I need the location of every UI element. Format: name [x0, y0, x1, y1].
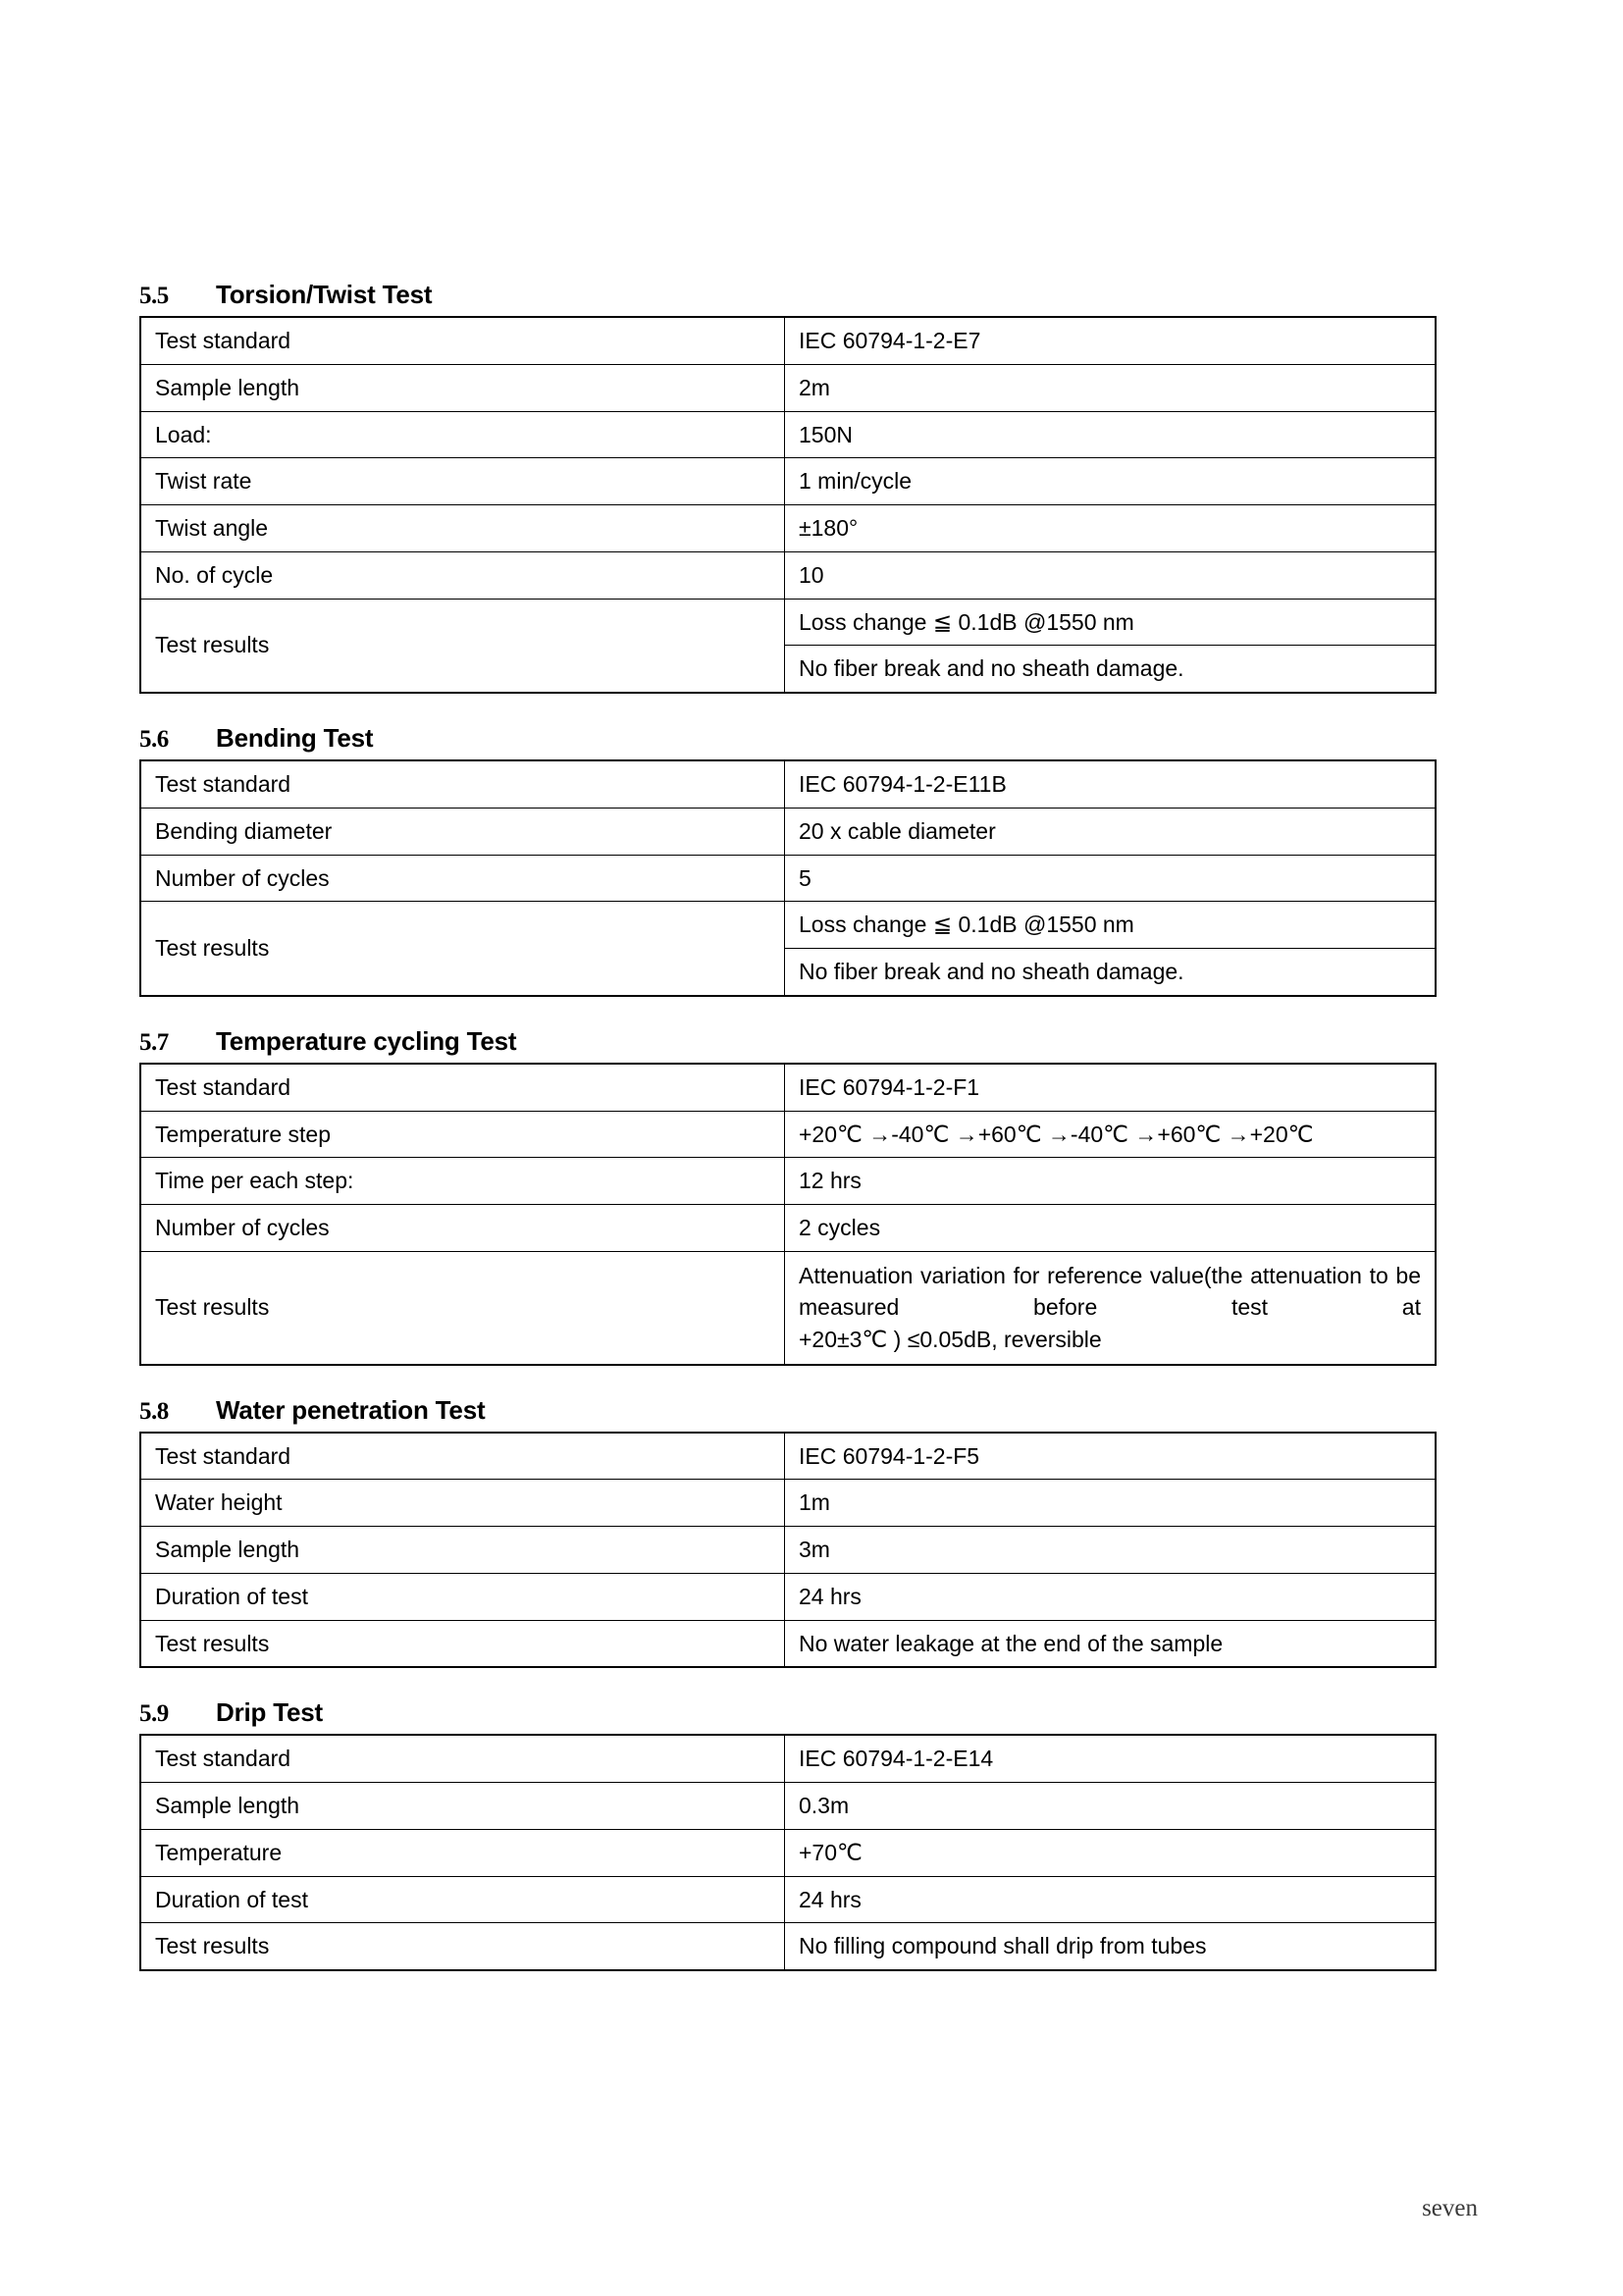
row-value-cell: [785, 1111, 1437, 1158]
row-value: 1m: [799, 1489, 830, 1516]
section-number: 5.6: [139, 726, 169, 753]
row-value-cell: [785, 760, 1437, 808]
row-value-cell: [785, 1158, 1437, 1205]
row-value-cell: [785, 1064, 1437, 1111]
row-label-cell: [140, 1829, 785, 1876]
section-title: Bending Test: [216, 723, 374, 753]
row-value-cell: [785, 1735, 1437, 1782]
row-label-cell: [140, 1205, 785, 1252]
row-value: ±180°: [799, 515, 859, 541]
table-row: [140, 1829, 1436, 1876]
row-label: Test standard: [155, 328, 291, 353]
row-label-cell: [140, 1573, 785, 1620]
row-label: Test standard: [155, 1746, 291, 1772]
row-label-cell: [140, 1876, 785, 1923]
section-title: Temperature cycling Test: [216, 1025, 517, 1056]
paragraph-text: Attenuation variation for reference value(the attenuation to be measured before test at: [799, 1262, 1421, 1321]
section-block-water-penetration-test: [139, 1395, 1437, 1669]
table-row: [140, 1876, 1436, 1923]
row-value-temperature-step: +20℃ →-40℃ →+60℃ →-40℃ →+60℃ →+20℃: [799, 1121, 1314, 1147]
sub-table-test-results: [785, 902, 1435, 995]
row-value: IEC 60794-1-2-F1: [799, 1073, 980, 1100]
row-value: 0.3m: [799, 1793, 850, 1819]
section-block-temperature-cycling-test: [139, 1026, 1437, 1366]
row-value-cell: [785, 317, 1437, 364]
test-results-paragraph: [785, 1252, 1435, 1364]
row-value-cell: [785, 1480, 1437, 1527]
row-value: +70℃: [799, 1839, 863, 1865]
row-label: Number of cycles: [155, 864, 330, 891]
row-label: Test results: [155, 935, 270, 962]
sub-table-test-results: [785, 600, 1435, 693]
page-footer-label: seven: [1422, 2195, 1478, 2221]
row-label: Test standard: [155, 1442, 291, 1469]
row-label-cell: [140, 1158, 785, 1205]
row-value: 24 hrs: [799, 1583, 862, 1609]
section-title: Torsion/Twist Test: [216, 280, 433, 309]
row-value: IEC 60794-1-2-F5: [799, 1442, 980, 1469]
row-label-cell: [140, 1735, 785, 1782]
row-label: Sample length: [155, 1537, 300, 1563]
result-line: No fiber break and no sheath damage.: [799, 959, 1184, 984]
table-row: [140, 1251, 1436, 1364]
table-row: [140, 1433, 1436, 1480]
row-value-cell-multiline: [785, 599, 1437, 693]
table-row: [140, 902, 1436, 996]
table-row: [140, 1480, 1436, 1527]
row-label-cell: [140, 1783, 785, 1830]
row-value-cell: [785, 1783, 1437, 1830]
row-label: Number of cycles: [155, 1215, 330, 1240]
section-block-torsion-twist-test: [139, 280, 1437, 694]
row-label-cell: [140, 551, 785, 599]
row-label-cell: [140, 1527, 785, 1574]
row-value: IEC 60794-1-2-E7: [799, 328, 981, 353]
row-value-cell: [785, 458, 1437, 505]
table-row: [140, 1923, 1436, 1970]
row-label: Test results: [155, 1294, 270, 1321]
row-value-cell: [785, 808, 1437, 855]
row-value: 2 cycles: [799, 1215, 881, 1240]
sub-row: [785, 949, 1435, 995]
table-row: [140, 808, 1436, 855]
row-label-cell: [140, 1111, 785, 1158]
row-label: Test results: [155, 1933, 270, 1959]
row-label-cell: [140, 1620, 785, 1667]
row-label-cell: [140, 760, 785, 808]
row-label: Sample length: [155, 1793, 300, 1819]
section-heading: [139, 1026, 1437, 1057]
row-value: 3m: [799, 1537, 830, 1563]
spec-table-temperature-cycling-test: [139, 1063, 1437, 1366]
row-value: No water leakage at the end of the sample: [799, 1630, 1224, 1656]
table-row: [140, 317, 1436, 364]
row-label: Time per each step:: [155, 1168, 354, 1194]
row-value: 20 x cable diameter: [799, 817, 996, 844]
row-label-cell: [140, 902, 785, 996]
row-value-cell: [785, 505, 1437, 552]
table-row: [140, 1111, 1436, 1158]
row-value-cell-multiline: [785, 902, 1437, 996]
row-label: No. of cycle: [155, 561, 274, 588]
table-row: [140, 1573, 1436, 1620]
row-label: Twist rate: [155, 468, 252, 495]
row-label-cell: [140, 1064, 785, 1111]
sub-cell: [785, 646, 1435, 692]
spec-table-water-penetration-test: [139, 1432, 1437, 1669]
section-number: 5.7: [139, 1028, 169, 1056]
row-label-cell: [140, 364, 785, 411]
sub-row: [785, 902, 1435, 948]
row-value-cell: [785, 1573, 1437, 1620]
row-value: 1 min/cycle: [799, 468, 913, 495]
section-block-drip-test: [139, 1697, 1437, 1971]
spec-table-bending-test: [139, 759, 1437, 997]
row-label-cell: [140, 1433, 785, 1480]
spec-table-drip-test: [139, 1734, 1437, 1971]
sub-row: [785, 646, 1435, 692]
row-value-cell-paragraph: [785, 1251, 1437, 1364]
row-value: IEC 60794-1-2-E14: [799, 1746, 994, 1772]
row-label-cell: [140, 317, 785, 364]
row-value: IEC 60794-1-2-E11B: [799, 771, 1007, 797]
table-row: [140, 855, 1436, 902]
row-value-cell: [785, 1433, 1437, 1480]
table-row: [140, 1783, 1436, 1830]
row-value-cell: [785, 1876, 1437, 1923]
section-heading: [139, 280, 1437, 310]
table-row: [140, 1205, 1436, 1252]
row-label: Duration of test: [155, 1583, 308, 1609]
section-heading: [139, 1395, 1437, 1426]
table-row: [140, 760, 1436, 808]
row-value: 12 hrs: [799, 1168, 862, 1194]
section-heading: [139, 1697, 1437, 1728]
row-label-cell: [140, 808, 785, 855]
row-value-cell: [785, 411, 1437, 458]
sub-cell: [785, 600, 1435, 646]
table-row: [140, 1064, 1436, 1111]
row-label-cell: [140, 855, 785, 902]
sub-row: [785, 600, 1435, 646]
row-label-cell: [140, 411, 785, 458]
row-value-cell: [785, 1620, 1437, 1667]
table-row: [140, 599, 1436, 693]
row-value: 24 hrs: [799, 1886, 862, 1912]
row-label: Test results: [155, 632, 270, 658]
sub-cell: [785, 949, 1435, 995]
section-number: 5.9: [139, 1700, 169, 1728]
table-row: [140, 1735, 1436, 1782]
section-heading: [139, 723, 1437, 754]
row-value: 150N: [799, 421, 853, 447]
row-label-cell: [140, 1251, 785, 1364]
row-value: 5: [799, 864, 812, 891]
row-label: Temperature step: [155, 1121, 331, 1147]
table-row: [140, 364, 1436, 411]
section-title: Water penetration Test: [216, 1394, 486, 1425]
spec-table-torsion-twist-test: [139, 316, 1437, 694]
row-label: Temperature: [155, 1839, 283, 1865]
row-value-cell: [785, 1829, 1437, 1876]
row-label-cell: [140, 458, 785, 505]
section-title: Drip Test: [216, 1697, 323, 1728]
row-label: Duration of test: [155, 1886, 308, 1912]
result-line: Loss change ≦ 0.1dB @1550 nm: [799, 608, 1134, 635]
row-label: Test standard: [155, 771, 291, 797]
section-block-bending-test: [139, 723, 1437, 997]
table-row: [140, 411, 1436, 458]
row-value-cell: [785, 855, 1437, 902]
row-label-cell: [140, 599, 785, 693]
table-row: [140, 505, 1436, 552]
row-label-cell: [140, 1480, 785, 1527]
row-value: 2m: [799, 374, 830, 400]
row-value: No filling compound shall drip from tubes: [799, 1933, 1207, 1959]
row-label: Sample length: [155, 374, 300, 400]
section-number: 5.5: [139, 283, 169, 309]
table-row: [140, 458, 1436, 505]
row-label-cell: [140, 505, 785, 552]
table-row: [140, 1158, 1436, 1205]
row-value-cell: [785, 364, 1437, 411]
row-label: Water height: [155, 1489, 283, 1516]
row-value-cell: [785, 1923, 1437, 1970]
paragraph-last-line: +20±3℃ ) ≤0.05dB, reversible: [799, 1327, 1102, 1353]
row-value-cell: [785, 1527, 1437, 1574]
row-value-cell: [785, 551, 1437, 599]
section-number: 5.8: [139, 1397, 169, 1425]
table-row: [140, 551, 1436, 599]
row-label: Test standard: [155, 1073, 291, 1100]
result-line: No fiber break and no sheath damage.: [799, 655, 1184, 682]
row-label-cell: [140, 1923, 785, 1970]
document-body: [139, 280, 1437, 1971]
row-label: Load:: [155, 421, 212, 447]
row-label: Twist angle: [155, 515, 269, 541]
sub-cell: [785, 902, 1435, 948]
row-value-cell: [785, 1205, 1437, 1252]
row-label: Test results: [155, 1630, 270, 1656]
row-value: 10: [799, 561, 824, 588]
result-line: Loss change ≦ 0.1dB @1550 nm: [799, 912, 1134, 938]
table-row: [140, 1527, 1436, 1574]
table-row: [140, 1620, 1436, 1667]
row-label: Bending diameter: [155, 817, 333, 844]
